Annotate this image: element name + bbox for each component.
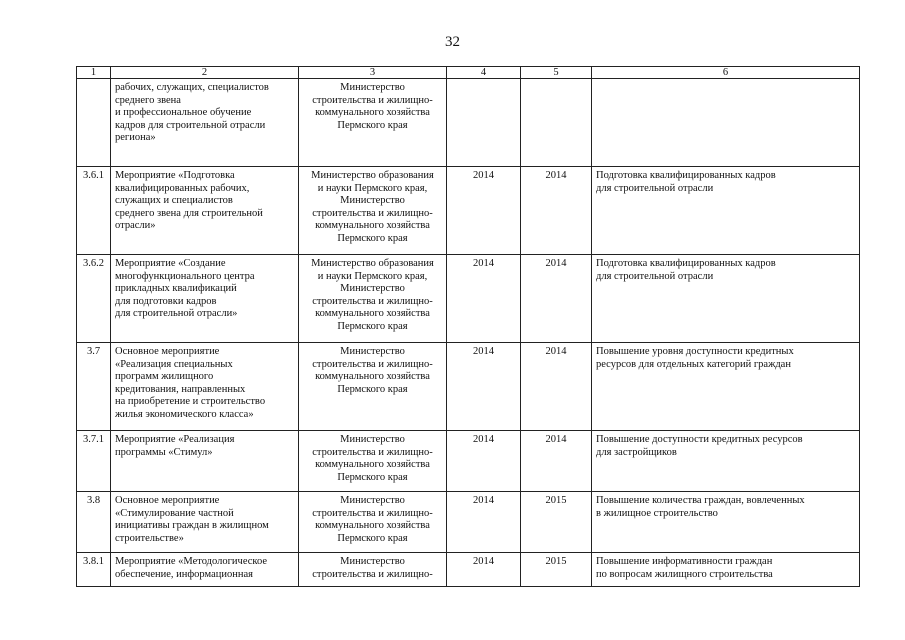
measure-name: Мероприятие «Методологическое обеспечение, информационная — [111, 553, 299, 587]
start-year: 2014 — [447, 431, 521, 492]
row-number — [77, 79, 111, 167]
header-col-4: 4 — [447, 67, 521, 79]
end-year — [521, 79, 592, 167]
table-row — [77, 553, 860, 587]
end-year: 2014 — [521, 343, 592, 431]
row-number: 3.6.2 — [77, 255, 111, 343]
table-row — [77, 79, 860, 167]
executor: Министерство строительства и жилищно- коммунального хозяйства Пермского края — [299, 79, 447, 167]
row-number: 3.7.1 — [77, 431, 111, 492]
expected-result: Повышение доступности кредитных ресурсов для застройщиков — [592, 431, 860, 492]
measures-table — [76, 66, 860, 587]
table-row — [77, 167, 860, 255]
end-year: 2015 — [521, 492, 592, 553]
table-header-row — [77, 67, 860, 79]
table-row — [77, 431, 860, 492]
measure-name: Мероприятие «Подготовка квалифицированных рабочих, служащих и специалистов среднего звена для строительной отрасли» — [111, 167, 299, 255]
row-number: 3.7 — [77, 343, 111, 431]
start-year — [447, 79, 521, 167]
row-number: 3.8 — [77, 492, 111, 553]
expected-result: Подготовка квалифицированных кадров для строительной отрасли — [592, 255, 860, 343]
row-number: 3.8.1 — [77, 553, 111, 587]
executor: Министерство образования и науки Пермского края, Министерство строительства и жилищно- коммунального хозяйства Пермского края — [299, 255, 447, 343]
header-col-2: 2 — [111, 67, 299, 79]
start-year: 2014 — [447, 492, 521, 553]
expected-result: Повышение информативности граждан по вопросам жилищного строительства — [592, 553, 860, 587]
expected-result: Повышение уровня доступности кредитных ресурсов для отдельных категорий граждан — [592, 343, 860, 431]
page-number: 32 — [445, 34, 460, 50]
start-year: 2014 — [447, 343, 521, 431]
table-row — [77, 343, 860, 431]
measure-name: Мероприятие «Создание многофункционального центра прикладных квалификаций для подготовки кадров для строительной отрасли» — [111, 255, 299, 343]
expected-result — [592, 79, 860, 167]
executor: Министерство образования и науки Пермского края, Министерство строительства и жилищно- коммунального хозяйства Пермского края — [299, 167, 447, 255]
table-row — [77, 255, 860, 343]
expected-result: Подготовка квалифицированных кадров для строительной отрасли — [592, 167, 860, 255]
end-year: 2014 — [521, 431, 592, 492]
row-number: 3.6.1 — [77, 167, 111, 255]
end-year: 2015 — [521, 553, 592, 587]
header-col-3: 3 — [299, 67, 447, 79]
end-year: 2014 — [521, 255, 592, 343]
expected-result: Повышение количества граждан, вовлеченных в жилищное строительство — [592, 492, 860, 553]
header-col-1: 1 — [77, 67, 111, 79]
executor: Министерство строительства и жилищно- коммунального хозяйства Пермского края — [299, 343, 447, 431]
measure-name: Основное мероприятие «Реализация специальных программ жилищного кредитования, направленных на приобретение и строительство жилья экономического класса» — [111, 343, 299, 431]
header-col-5: 5 — [521, 67, 592, 79]
measure-name: рабочих, служащих, специалистов среднего звена и профессиональное обучение кадров для строительной отрасли региона» — [111, 79, 299, 167]
executor: Министерство строительства и жилищно- коммунального хозяйства Пермского края — [299, 492, 447, 553]
executor: Министерство строительства и жилищно- коммунального хозяйства Пермского края — [299, 431, 447, 492]
start-year: 2014 — [447, 553, 521, 587]
table-row — [77, 492, 860, 553]
measure-name: Основное мероприятие «Стимулирование частной инициативы граждан в жилищном строительстве» — [111, 492, 299, 553]
measure-name: Мероприятие «Реализация программы «Стимул» — [111, 431, 299, 492]
start-year: 2014 — [447, 255, 521, 343]
header-col-6: 6 — [592, 67, 860, 79]
end-year: 2014 — [521, 167, 592, 255]
start-year: 2014 — [447, 167, 521, 255]
executor: Министерство строительства и жилищно- — [299, 553, 447, 587]
